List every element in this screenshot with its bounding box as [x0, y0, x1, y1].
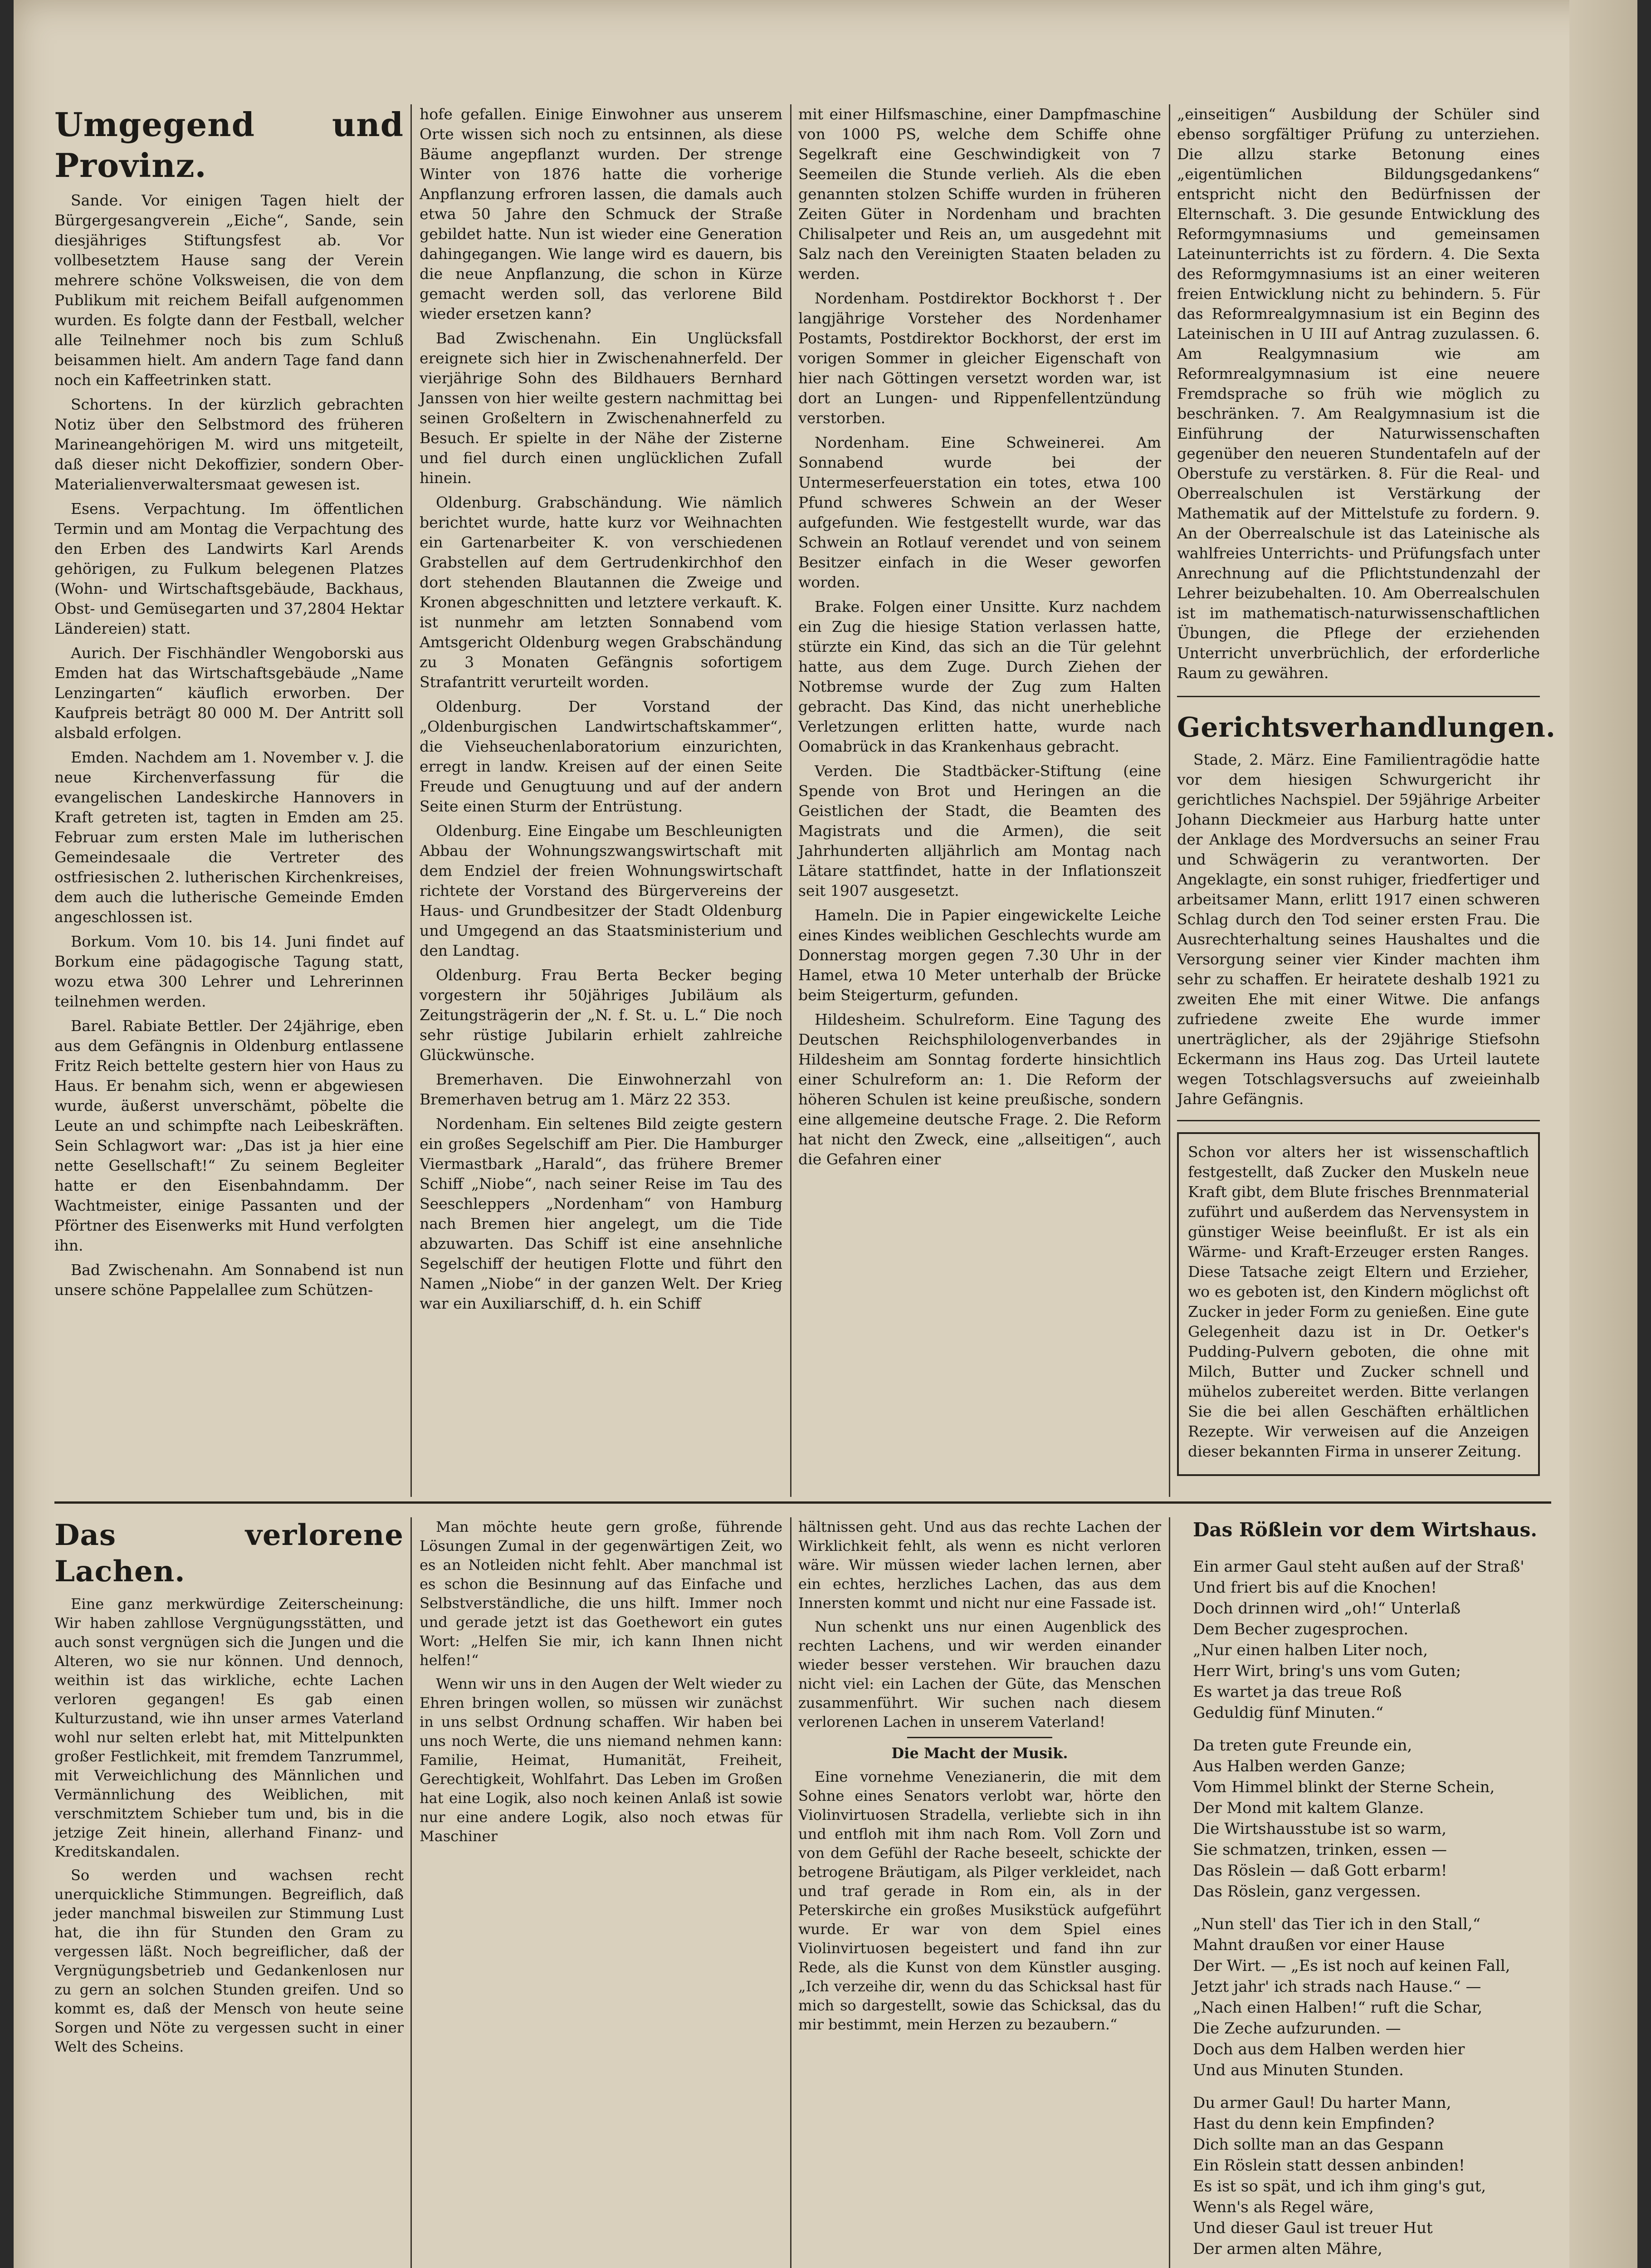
- article: Hildesheim. Schulreform. Eine Tagung des Deutschen Reichsphilologenverbandes in Hildesheim am Sonntag forderte hinsichtlich einer Schulreform an: 1. Die Reform der höheren Schulen ist keine preußische, sondern eine allgemeine deutsche Frage. 2. Die Reform hat nicht den Zweck, eine „allseitigen“, auch die Gefahren einer: [798, 1011, 1161, 1168]
- poem-line: Es wartet ja das treue Roß: [1193, 1683, 1402, 1701]
- poem-line: Und dieser Gaul ist treuer Hut: [1193, 2219, 1433, 2237]
- article: Oldenburg. Eine Eingabe um Beschleunigten Abbau der Wohnungszwangswirtschaft mit dem Endziel der freien Wohnungswirtschaft richtete der Vorstand des Bürgervereins der Haus- und Grundbesitzer der Stadt Oldenburg und Umgegend an das Staatsministerium und den Landtag.: [420, 822, 782, 959]
- poem-line: „Nur einen halben Liter noch,: [1193, 1641, 1428, 1659]
- article: Nun schenkt uns nur einen Augenblick des rechten Lachens, und wir werden einander wieder besser verstehen. Wir brauchen dazu nicht viel: ein Lachen der Güte, das Menschen zusammenführt. Wir suchen nach diesem verlorenen Lachen in unserem Vaterland!: [798, 1618, 1161, 1730]
- article: Sande. Vor einigen Tagen hielt der Bürgergesangverein „Eiche“, Sande, sein diesjähriges Stiftungsfest ab. Vor vollbesetztem Hause sang der Verein mehrere schöne Volksweisen, die von dem Publikum mit reichem Beifall aufgenommen wurden. Es folgte dann der Festball, welcher alle Teilnehmer noch bis zum Schluß beisammen hielt. Am andern Tage fand dann noch ein Kaffeetrinken statt.: [54, 191, 404, 389]
- poem-stanza: [1193, 2092, 1538, 2259]
- column-2: [420, 104, 782, 1318]
- poem-line: Doch drinnen wird „oh!“ Unterlaß: [1193, 1599, 1461, 1618]
- poem-line: Der Wirt. — „Es ist noch auf keinen Fall,: [1193, 1957, 1510, 1975]
- article: Nordenham. Postdirektor Bockhorst †. Der langjährige Vorsteher des Nordenhamer Postamts, Postdirektor Bockhorst, der erst im vorigen Sommer in gleicher Eigenschaft von hier nach Göttingen versetzt worden war, ist dort an Lungen- und Rippenfellentzündung verstorben.: [798, 289, 1161, 427]
- article: Aurich. Der Fischhändler Wengoborski aus Emden hat das Wirtschaftsgebäude „Name Lenzingarten“ käuflich erworben. Der Kaufpreis beträgt 80 000 M. Der Antritt soll alsbald erfolgen.: [54, 644, 404, 742]
- poem-stanza: [1193, 1556, 1538, 1723]
- article: So werden und wachsen recht unerquickliche Stimmungen. Begreiflich, daß jeder manchmal bisweilen zur Stimmung Lust hat, die ihn für Stunden den Gram zu vergessen läßt. Noch begreiflicher, daß der Vergnügungsbetrieb und Gedankenlosen nur zu gern an solchen Stunden greifen. Und so kommt es, daß der Mensch von heute seine Sorgen und Nöte zu vergessen sucht in einer Welt des Scheins.: [54, 1867, 404, 2055]
- poem-line: Geduldig fünf Minuten.“: [1193, 1704, 1384, 1722]
- poem-line: Und aus Minuten Stunden.: [1193, 2061, 1404, 2079]
- poem-line: Wenn's als Regel wäre,: [1193, 2198, 1374, 2216]
- section-title-umgegend: Umgegend und Provinz.: [54, 105, 404, 185]
- poem-line: Mahnt draußen vor einer Hause: [1193, 1936, 1445, 1954]
- poem-line: „Nach einen Halben!“ ruft die Schar,: [1193, 1999, 1483, 2017]
- article: „einseitigen“ Ausbildung der Schüler sind ebenso sorgfältiger Prüfung zu unterziehen. Die allzu starke Betonung eines „eigentümlichen Bildungsgedankens“ entspricht nicht den Bedürfnissen der Elternschaft. 3. Die gesunde Entwicklung des Reformgymnasiums und gemeinsamen Lateinunterrichts ist zu fördern. 4. Die Sexta des Reformgymnasiums ist an einer weiteren freien Entwicklung nicht zu behindern. 5. Für das Reformrealgymnasium ist ein Beginn des Lateinischen in U III auf Antrag zuzulassen. 6. Am Realgymnasium wie am Reformrealgymnasium ist eine neuere Fremdsprache so früh wie möglich zu beschränken. 7. Am Realgymnasium ist die Einführung der Naturwissenschaften gegenüber den neueren Stundentafeln auf der Oberstufe zu verstärken. 8. Für die Real- und Oberrealschulen ist Verstärkung der Mathematik auf der Mittelstufe zu fordern. 9. An der Oberrealschule ist das Lateinische als wahlfreies Unterrichts- und Prüfungsfach unter Anrechnung auf die Pflichtstundenzahl der Lehrer beizubehalten. 10. Am Oberrealschulen ist im mathematisch-naturwissenschaftlichen Übungen, die Pflege der erziehenden Unterricht unverbrüchlich, der erforderliche Raum zu gewähren.: [1177, 105, 1540, 682]
- poem-line: Es ist so spät, und ich ihm ging's gut,: [1193, 2177, 1486, 2195]
- poem-line: Ein Röslein statt dessen anbinden!: [1193, 2156, 1465, 2175]
- poem-line: Die Zeche aufzurunden. —: [1193, 2019, 1401, 2038]
- feuilleton-column-1: [54, 1517, 404, 2061]
- poem-line: Doch aus dem Halben werden hier: [1193, 2040, 1465, 2058]
- subsection-title-musik: Die Macht der Musik.: [891, 1745, 1068, 1762]
- column-divider: [410, 1517, 412, 2268]
- section-title-lachen: Das verlorene Lachen.: [54, 1518, 404, 1589]
- article: Nordenham. Eine Schweinerei. Am Sonnabend wurde bei der Untermeserfeuerstation ein totes, etwa 100 Pfund schweres Schwein an der Weser aufgefunden. Wie festgestellt wurde, war das Schwein an Rotlauf verendet und von seinem Besitzer einfach in die Weser geworfen worden.: [798, 434, 1161, 591]
- divider: [907, 1737, 1052, 1738]
- divider: [1177, 696, 1540, 697]
- article: Schortens. In der kürzlich gebrachten Notiz über den Selbstmord des früheren Marineangehörigen M. wird uns mitgeteilt, daß dieser nicht Dekoffizier, sondern Ober-Materialienverwaltersmaat gewesen ist.: [54, 396, 404, 493]
- poem-line: Herr Wirt, bring's uns vom Guten;: [1193, 1662, 1461, 1680]
- poem: [1193, 1517, 1538, 2268]
- advertisement-text: Schon vor alters her ist wissenschaftlich festgestellt, daß Zucker den Muskeln neue Kraft gibt, dem Blute frisches Brennmaterial zuführt und außerdem das Nervensystem in günstiger Weise beeinflußt. Er ist als ein Wärme- und Kraft-Erzeuger ersten Ranges. Diese Tatsache zeigt Eltern und Erzieher, wo es geboten ist, den Kindern möglichst oft Zucker in jeder Form zu genießen. Eine gute Gelegenheit dazu ist in Dr. Oetker's Pudding-Pulvern geboten, die ohne mit Milch, Butter und Zucker schnell und mühelos zubereitet werden. Bitte verlangen Sie die bei allen Geschäften erhältlichen Rezepte. Wir verweisen auf die Anzeigen dieser bekannten Firma in unserer Zeitung.: [1188, 1143, 1529, 1460]
- article: Stade, 2. März. Eine Familientragödie hatte vor dem hiesigen Schwurgericht ihr gerichtliches Nachspiel. Der 59jährige Arbeiter Johann Dieckmeier aus Harburg hatte unter der Anklage des Mordversuchs an seiner Frau und Schwägerin zu verantworten. Der Angeklagte, ein sonst ruhiger, friedfertiger und arbeitsamer Mann, erlitt 1917 einen schweren Schlag durch den Tod seiner ersten Frau. Die Ausrechterhaltung seines Haushaltes und die Versorgung seiner vier Kinder machten ihm sehr zu schaffen. Er heiratete deshalb 1921 zu zweiten Ehe mit einer Witwe. Die anfangs zufriedene zweite Ehe wurde immer unerträglicher, als der 29jährige Stiefsohn Eckermann ins Haus zog. Das Urteil lautete wegen Totschlagsversuchs auf zweieinhalb Jahre Gefängnis.: [1177, 751, 1540, 1108]
- article: Oldenburg. Der Vorstand der „Oldenburgischen Landwirtschaftskammer“, die Viehseuchenlaboratorium einzurichten, erregt in landw. Kreisen auf der einen Seite Freude und Genugtuung und auf der andern Seite einen Sturm der Entrüstung.: [420, 698, 782, 815]
- article: Verden. Die Stadtbäcker-Stiftung (eine Spende von Brot und Heringen an die Geistlichen der Stadt, die Beamten des Magistrats und die Armen), die seit Jahrhunderten alljährlich am Montag nach Lätare stattfindet, hatte in der Inflationszeit seit 1907 ausgesetzt.: [798, 762, 1161, 899]
- poem-line: Vom Himmel blinkt der Sterne Schein,: [1193, 1778, 1495, 1796]
- article: hältnissen geht. Und aus das rechte Lachen der Wirklichkeit fehlt, als wenn es nicht verloren wäre. Wir müssen wieder lachen lernen, aber ein echtes, herzliches Lachen, das aus dem Innersten kommt und nicht nur eine Fassade ist.: [798, 1518, 1161, 1612]
- article: Eine ganz merkwürdige Zeiterscheinung: Wir haben zahllose Vergnügungsstätten, und auch sonst vergnügen sich die Jungen und die Alteren, wo sie nur können. Und dennoch, weithin ist das wirkliche, echte Lachen verloren gegangen! Es gab einen Kulturzustand, wie ihn unser armes Vaterland wohl nur selten erlebt hat, mit Mittelpunkten großer Festlichkeit, mit fremdem Tanzrummel, mit Verweichlichung des Männlichen und Vermännlichung des Weiblichen, mit verschmitztem Schieber tum und, bis in die jetzige Zeit hinein, allerhand Finanz- und Kreditskandalen.: [54, 1595, 404, 1860]
- article: Hameln. Die in Papier eingewickelte Leiche eines Kindes weiblichen Geschlechts wurde am Donnerstag morgen gegen 7.30 Uhr in der Hamel, etwa 10 Meter unterhalb der Brücke beim Steigerturm, gefunden.: [798, 906, 1161, 1004]
- article: Man möchte heute gern große, führende Lösungen Zumal in der gegenwärtigen Zeit, wo es an Notleiden nicht fehlt. Aber manchmal ist es schon die Besinnung auf das Einfache und Selbstverständliche, die uns hilft. Immer noch und gerade jetzt ist das Goethewort ein gutes Wort: „Helfen Sie mir, ich kann Ihnen nicht helfen!“: [420, 1518, 782, 1669]
- article: Wenn wir uns in den Augen der Welt wieder zu Ehren bringen wollen, so müssen wir zunächst in uns selbst Ordnung schaffen. Wir haben bei uns noch Werte, die uns niemand nehmen kann: Familie, Heimat, Humanität, Freiheit, Gerechtigkeit, Wohlfahrt. Das Leben im Großen hat eine Logik, also noch keinen Anlaß ist sowie nur eine andere Logik, also noch etwas für Maschiner: [420, 1675, 782, 1845]
- poem-line: Sie schmatzen, trinken, essen —: [1193, 1841, 1447, 1859]
- article: Oldenburg. Frau Berta Becker beging vorgestern ihr 50jähriges Jubiläum als Zeitungsträgerin der „N. f. St. u. L.“ Die noch sehr rüstige Jubilarin erhielt zahlreiche Glückwünsche.: [420, 966, 782, 1064]
- poem-line: Da treten gute Freunde ein,: [1193, 1736, 1412, 1755]
- poem-line: Aus Halben werden Ganze;: [1193, 1757, 1406, 1775]
- section-rule: [54, 1501, 1551, 1504]
- article: Bad Zwischenahn. Am Sonnabend ist nun unsere schöne Pappelallee zum Schützen-: [54, 1261, 404, 1299]
- page-edge: [1569, 0, 1637, 2268]
- poem-line: Ein armer Gaul steht außen auf der Straß': [1193, 1558, 1524, 1576]
- poem-line: Der Mond mit kaltem Glanze.: [1193, 1799, 1424, 1817]
- column-divider: [1169, 1517, 1170, 2268]
- feuilleton-column-2: [420, 1517, 782, 1850]
- column-4: [1177, 104, 1556, 1476]
- poem-line: Der armen alten Mähre,: [1193, 2240, 1382, 2258]
- poem-stanza: [1193, 1914, 1538, 2081]
- poem-line: Du armer Gaul! Du harter Mann,: [1193, 2094, 1451, 2112]
- poem-line: Dich sollte man an das Gespann: [1193, 2136, 1444, 2154]
- article: Bad Zwischenahn. Ein Unglücksfall ereignete sich hier in Zwischenahnerfeld. Der vierjährige Sohn des Bildhauers Bernhard Janssen von hier weilte gestern nachmittag bei seinen Großeltern in Zwischenahnerfeld zu Besuch. Er spielte in der Nähe der Zisterne und fiel durch einen unglücklichen Zufall hinein.: [420, 329, 782, 487]
- article: Oldenburg. Grabschändung. Wie nämlich berichtet wurde, hatte kurz vor Weihnachten ein Gartenarbeiter K. von verschiedenen Grabstellen auf dem Gertrudenkirchhof den dort stehenden Blautannen die Zweige und Kronen abgeschnitten und letztere verkauft. K. ist nunmehr am letzten Sonnabend vom Amtsgericht Oldenburg wegen Grabschändung zu 3 Monaten Gefängnis sofortigem Strafantritt verurteilt worden.: [420, 494, 782, 691]
- article: Barel. Rabiate Bettler. Der 24jährige, eben aus dem Gefängnis in Oldenburg entlassene Fritz Reich bettelte gestern hier von Haus zu Haus. Er benahm sich, wenn er abgewiesen wurde, äußerst unverschämt, pöbelte die Leute an und schimpfte nach Leibeskräften. Sein Schlagwort war: „Das ist ja hier eine nette Gesellschaft!“ Zu seinem Begleiter hatte er den Eisenbahndamm. Der Wachtmeister, einige Passanten und der Pförtner des Eisenwerks mit Hund verfolgten ihn.: [54, 1017, 404, 1254]
- article: Eine vornehme Venezianerin, die mit dem Sohne eines Senators verlobt war, hörte den Violinvirtuosen Stradella, verliebte sich in ihn und entfloh mit ihm nach Rom. Voll Zorn und von dem Gefühl der Rache beseelt, schickte der betrogene Bräutigam, als Pilger verkleidet, nach und traf gerade in Rom ein, als in der Peterskirche ein großes Musikstück aufgeführt wurde. Er war von dem Spiel eines Violinvirtuosen begeistert und fand ihn zur Rede, als die Kunst von dem Künstler ausging. „Ich verzeihe dir, wenn du das Schicksal hast für mich so dargestellt, sowie das Schicksal, das du mir bestimmt, mein Herzen zu bezaubern.“: [798, 1768, 1161, 2033]
- poem-stanza: [1193, 1735, 1538, 1902]
- article: hofe gefallen. Einige Einwohner aus unserem Orte wissen sich noch zu entsinnen, als diese Bäume angepflanzt wurden. Der strenge Winter von 1876 hatte die vorherige Anpflanzung erfroren lassen, die damals auch etwa 50 Jahre den Schmuck der Straße gebildet hatte. Nun ist wieder eine Generation dahingegangen. Wie lange wird es dauern, bis die neue Anpflanzung, die schon in Kürze gemacht werden soll, das verlorene Bild wieder ersetzen kann?: [420, 105, 782, 323]
- column-divider: [1169, 104, 1170, 1497]
- poem-line: Hast du denn kein Empfinden?: [1193, 2115, 1435, 2133]
- poem-line: „Nun stell' das Tier ich in den Stall,“: [1193, 1915, 1481, 1933]
- article: Nordenham. Ein seltenes Bild zeigte gestern ein großes Segelschiff am Pier. Die Hamburger Viermastbark „Harald“, das frühere Bremer Schiff „Niobe“, nach seiner Reise im Tau des Seeschleppers „Nordenham“ von Hamburg nach Bremen hier angelegt, um die Tide abzuwarten. Das Schiff ist eine ansehnliche Segelschiff der heutigen Flotte und führt den Namen „Niobe“ in der ganzen Welt. Der Krieg war ein Auxiliarschiff, d. h. ein Schiff: [420, 1115, 782, 1312]
- article: Borkum. Vom 10. bis 14. Juni findet auf Borkum eine pädagogische Tagung statt, wozu etwa 300 Lehrer und Lehrerinnen teilnehmen werden.: [54, 933, 404, 1010]
- article: Bremerhaven. Die Einwohnerzahl von Bremerhaven betrug am 1. März 22 353.: [420, 1070, 782, 1108]
- newspaper-page: [14, 0, 1637, 2268]
- poem-title: Das Rößlein vor dem Wirtshaus.: [1193, 1519, 1537, 1541]
- poem-line: Dem Becher zugesprochen.: [1193, 1620, 1409, 1638]
- divider: [1177, 1120, 1540, 1121]
- article: Brake. Folgen einer Unsitte. Kurz nachdem ein Zug die hiesige Station verlassen hatte, stürzte ein Kind, das sich an die Tür gelehnt hatte, aus dem Zuge. Durch Ziehen der Notbremse wurde der Zug zum Halten gebracht. Das Kind, das nicht unerhebliche Verletzungen erlitten hatte, wurde nach Oomabrück in das Krankenhaus gebracht.: [798, 598, 1161, 755]
- column-1: [54, 104, 404, 1305]
- article: mit einer Hilfsmaschine, einer Dampfmaschine von 1000 PS, welche dem Schiffe ohne Segelkraft eine Geschwindigkeit von 7 Seemeilen die Stunde verlieh. Als die eben genannten stolzen Schiffe wurden in früheren Zeiten Güter in Nordenham und brachten Chilisalpeter und Reis an, um ausgedehnt mit Salz nach den Vereinigten Staaten beladen zu werden.: [798, 105, 1161, 283]
- poem-line: Und friert bis auf die Knochen!: [1193, 1579, 1437, 1597]
- poem-line: Jetzt jahr' ich strads nach Hause.“ —: [1193, 1978, 1481, 1996]
- article: Esens. Verpachtung. Im öffentlichen Termin und am Montag die Verpachtung des den Erben des Landwirts Karl Arends gehörigen, zu Fulkum belegenen Platzes (Wohn- und Wirtschaftsgebäude, Backhaus, Obst- und Gemüsegarten und 37,2804 Hektar Ländereien) statt.: [54, 500, 404, 637]
- article: Emden. Nachdem am 1. November v. J. die neue Kirchenverfassung für die evangelischen Landeskirche Hannovers in Kraft getreten ist, tagten in Emden am 25. Februar zum ersten Male im lutherischen Gemeindesaale die Vertreter des ostfriesischen 2. lutherischen Kirchenkreises, dem auch die lutherische Gemeinde Emden angeschlossen ist.: [54, 748, 404, 926]
- advertisement-box: [1177, 1132, 1540, 1476]
- poem-line: Das Röslein, ganz vergessen.: [1193, 1882, 1421, 1901]
- section-title-gericht: Gerichtsverhandlungen.: [1177, 712, 1556, 743]
- feuilleton-column-3: [798, 1517, 1161, 2038]
- column-divider: [790, 1517, 791, 2268]
- column-divider: [410, 104, 412, 1497]
- column-3: [798, 104, 1161, 1174]
- poem-line: Das Röslein — daß Gott erbarm!: [1193, 1862, 1447, 1880]
- poem-line: Die Wirtshausstube ist so warm,: [1193, 1820, 1447, 1838]
- column-divider: [790, 104, 791, 1497]
